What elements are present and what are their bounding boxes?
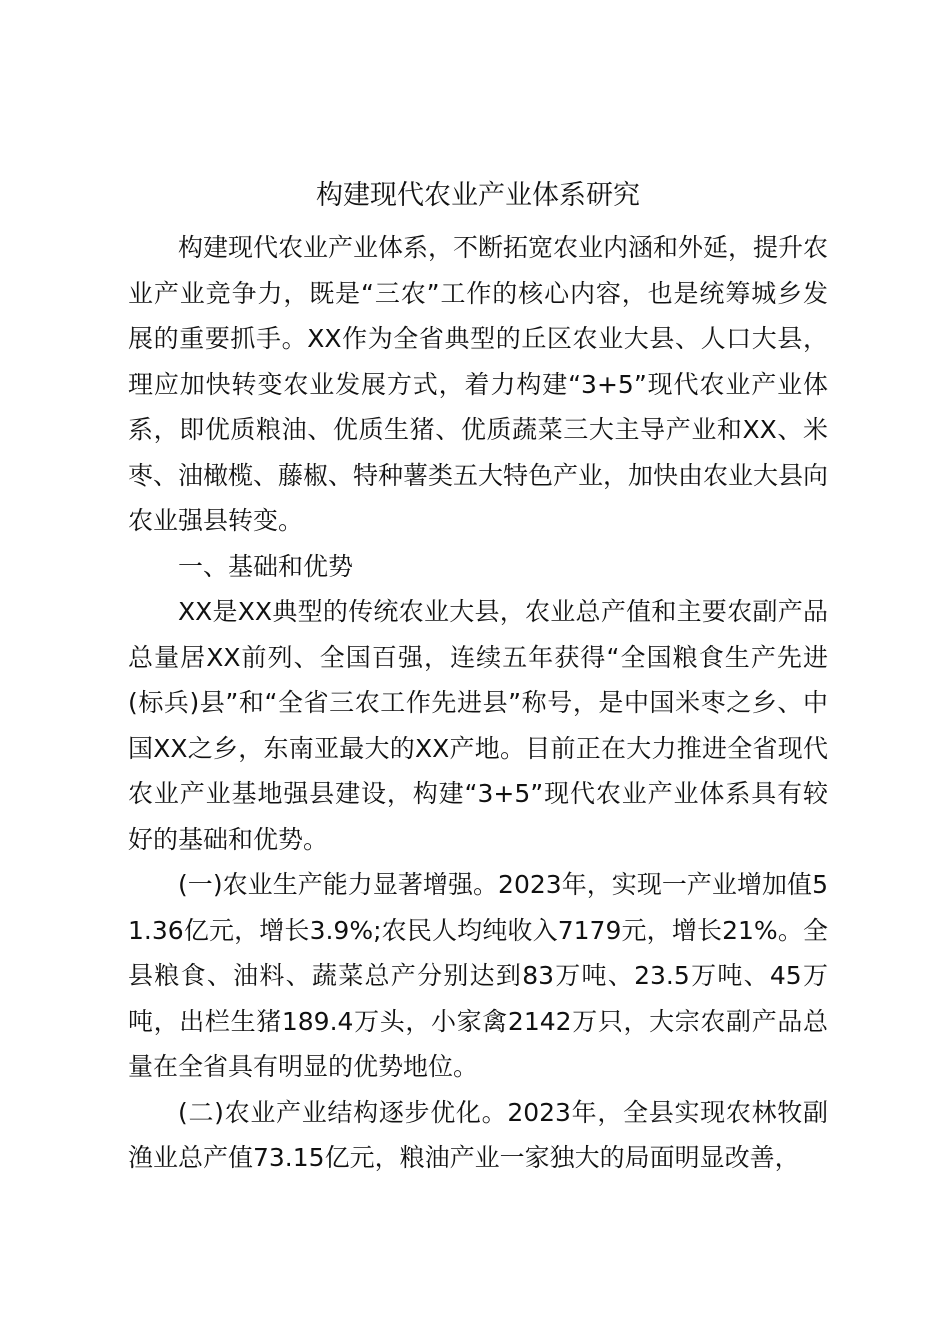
document-title: 构建现代农业产业体系研究 (316, 180, 640, 211)
industry-structure-paragraph: (二)农业产业结构逐步优化。2023年，全县实现农林牧副渔业总产值73.15亿元，粮油产业一家独大的局面明显改善， (128, 1097, 828, 1172)
section-heading-foundation: 一、基础和优势 (178, 551, 354, 581)
foundation-paragraph: XX是XX典型的传统农业大县，农业总产值和主要农副产品总量居XX前列、全国百强，连续五年获得“全国粮食生产先进(标兵)县”和“全省三农工作先进县”称号，是中国米枣之乡、中国XX之乡，东南亚最大的XX产地。目前正在大力推进全省现代农业产业基地强县建设，构建“3+5”现代农业产业体系具有较好的基础和优势。 (128, 597, 828, 854)
document-page (128, 173, 828, 1181)
intro-paragraph: 构建现代农业产业体系，不断拓宽农业内涵和外延，提升农业产业竞争力，既是“三农”工作的核心内容，也是统筹城乡发展的重要抓手。XX作为全省典型的丘区农业大县、人口大县，理应加快转变农业发展方式，着力构建“3+5”现代农业产业体系，即优质粮油、优质生猪、优质蔬菜三大主导产业和XX、米枣、油橄榄、藤椒、特种薯类五大特色产业，加快由农业大县向农业强县转变。 (128, 233, 829, 535)
production-capacity-paragraph: (一)农业生产能力显著增强。2023年，实现一产业增加值51.36亿元，增长3.9%;农民人均纯收入7179元，增长21%。全县粮食、油料、蔬菜总产分别达到83万吨、23.5万吨、45万吨，出栏生猪189.4万头，小家禽2142万只，大宗农副产品总量在全省具有明显的优势地位。 (128, 870, 828, 1081)
